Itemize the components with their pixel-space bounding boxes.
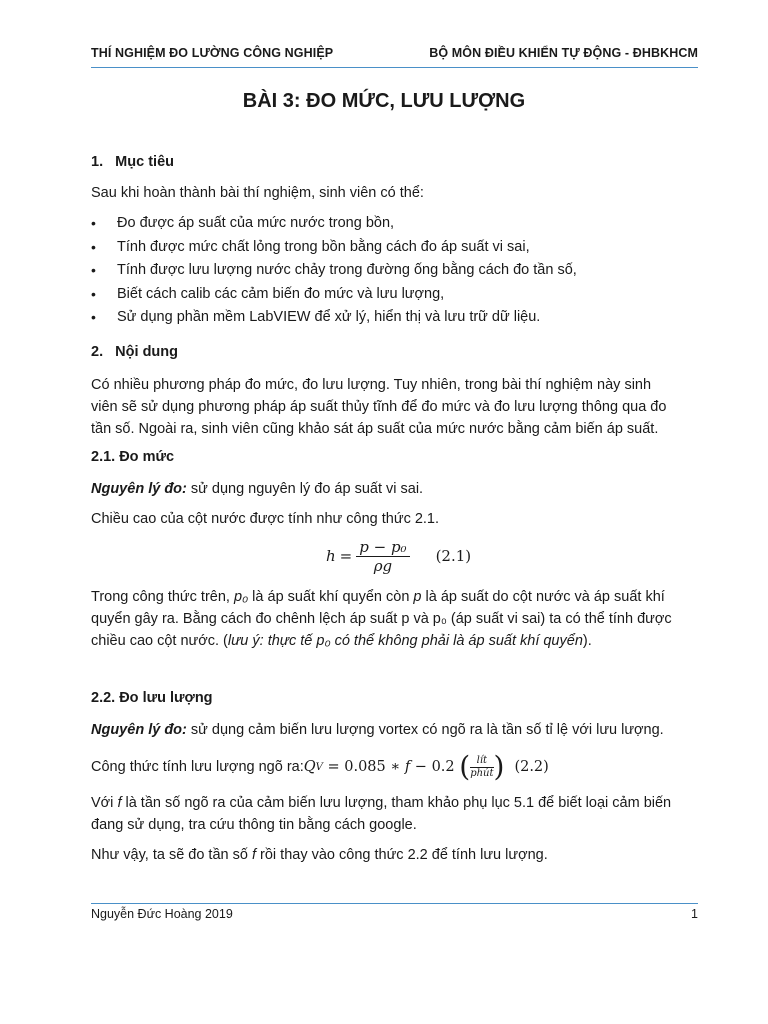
list-item: • Tính được mức chất lỏng trong bồn bằng cách đo áp suất vi sai,	[91, 236, 577, 260]
unit-denominator: phút	[470, 767, 494, 779]
text: rồi thay vào công thức 2.2 để tính lưu lượng.	[256, 847, 548, 863]
paragraph-line: viên sẽ sử dụng phương pháp áp suất thủy tĩnh để đo mức và đo lưu lượng thông qua đo	[91, 399, 667, 415]
header-left: THÍ NGHIỆM ĐO LƯỜNG CÔNG NGHIỆP	[91, 46, 334, 60]
formula-denominator: ρg	[373, 556, 393, 575]
section-heading-level: 2.1. Đo mức	[91, 449, 175, 465]
unit-fraction	[470, 755, 493, 780]
objectives-list	[91, 212, 577, 330]
text: là áp suất khí quyển còn	[248, 589, 414, 605]
formula-lhs: h	[326, 547, 336, 565]
paragraph-line: tần số. Ngoài ra, sinh viên cũng khảo sát áp suất của mức nước bằng cảm biến áp suất.	[91, 421, 659, 437]
flow-principle	[91, 719, 664, 741]
list-item: • Biết cách calib các cảm biến đo mức và lưu lượng,	[91, 283, 577, 307]
paren-close: )	[493, 750, 505, 783]
formula-sub: V	[315, 761, 323, 773]
note: lưu ý: thực tế p₀ có thể không phải là áp suất khí quyển	[227, 633, 583, 649]
text: Như vậy, ta sẽ đo tần số	[91, 847, 252, 863]
list-item: • Đo được áp suất của mức nước trong bồn,	[91, 212, 577, 236]
level-explanation	[91, 586, 703, 652]
principle-text: sử dụng nguyên lý đo áp suất vi sai.	[186, 481, 424, 497]
objectives-intro: Sau khi hoàn thành bài thí nghiệm, sinh viên có thể:	[91, 185, 424, 201]
paren-open: (	[459, 750, 471, 783]
unit-numerator: lít	[470, 755, 493, 768]
page-number: 1	[691, 907, 698, 921]
header-rule	[91, 67, 698, 68]
text: là áp suất do cột nước và áp suất khí	[421, 589, 665, 605]
content-paragraph	[91, 374, 701, 440]
symbol-f: f	[117, 795, 122, 811]
text: Với	[91, 795, 118, 811]
formula-lhs: Q	[303, 759, 316, 775]
formula-2-2	[91, 748, 549, 786]
formula-tag: (2.2)	[514, 759, 549, 775]
header-right: BỘ MÔN ĐIỀU KHIỂN TỰ ĐỘNG - ĐHBKHCM	[429, 46, 698, 60]
formula-f: f	[404, 759, 411, 775]
text: chiều cao cột nước. (	[91, 633, 228, 649]
explanation-line: quyển gây ra. Bằng cách đo chênh lệch áp suất p và p₀ (áp suất vi sai) ta có thể tính được	[91, 611, 672, 627]
principle-label: Nguyên lý đo:	[91, 481, 187, 497]
paragraph-line: Có nhiều phương pháp đo mức, đo lưu lượng. Tuy nhiên, trong bài thí nghiệm này sinh	[91, 377, 652, 393]
text: ).	[582, 633, 592, 649]
section-heading-flow: 2.2. Đo lưu lượng	[91, 690, 213, 706]
list-item: • Tính được lưu lượng nước chảy trong đường ống bằng cách đo tần số,	[91, 259, 577, 283]
symbol-f: f	[251, 847, 256, 863]
symbol-p: p	[413, 589, 422, 605]
flow-explanation	[91, 792, 703, 836]
text: Trong công thức trên,	[91, 589, 234, 605]
formula-tag: (2.1)	[435, 547, 472, 565]
formula-label: Công thức tính lưu lượng ngõ ra:	[91, 759, 304, 775]
principle-text: sử dụng cảm biến lưu lượng vortex có ngõ ra là tần số tỉ lệ với lưu lượng.	[186, 722, 664, 738]
formula-tail: − 0.2	[410, 759, 460, 775]
formula-numerator: p − p₀	[356, 538, 409, 557]
level-principle	[91, 478, 423, 500]
explanation-line: đang sử dụng, tra cứu thông tin bằng cách google.	[91, 817, 417, 833]
formula-eq: =	[339, 547, 353, 565]
section-heading-content: 2. Nội dung	[91, 344, 178, 360]
text: là tần số ngõ ra của cảm biến lưu lượng, tham khảo phụ lục 5.1 để biết loại cảm biến	[121, 795, 672, 811]
formula-rhs: = 0.085 ∗	[322, 759, 405, 775]
footer-rule	[91, 903, 698, 904]
principle-label: Nguyên lý đo:	[91, 722, 187, 738]
flow-conclusion	[91, 844, 548, 866]
section-heading-objectives: 1. Mục tiêu	[91, 154, 174, 170]
formula-fraction	[356, 538, 409, 575]
page-title: BÀI 3: ĐO MỨC, LƯU LƯỢNG	[242, 90, 526, 112]
symbol-p0: p₀	[233, 589, 249, 605]
list-item: • Sử dụng phần mềm LabVIEW để xử lý, hiển thị và lưu trữ dữ liệu.	[91, 306, 577, 330]
formula-2-1	[326, 535, 471, 577]
formula-intro: Chiều cao của cột nước được tính như công thức 2.1.	[91, 511, 440, 527]
footer-author: Nguyễn Đức Hoàng 2019	[91, 907, 233, 921]
